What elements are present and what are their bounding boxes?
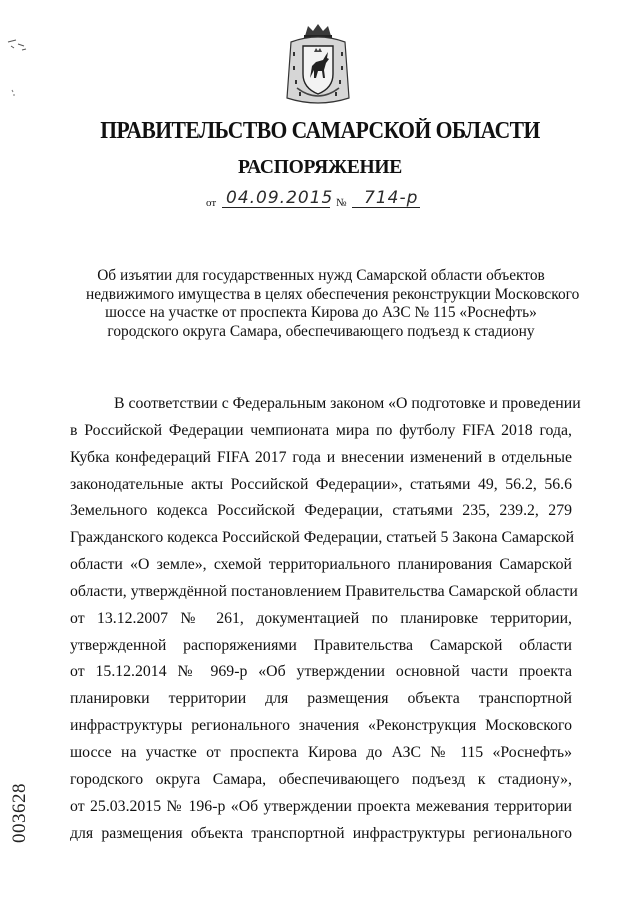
stamp-number-vertical [2,772,34,852]
scan-artifact-marks [2,34,32,104]
body-line: области, утверждённой постановлением Правительства Самарской области [70,582,578,600]
document-subject [86,267,580,342]
government-title: ПРАВИТЕЛЬСТВО САМАРСКОЙ ОБЛАСТИ [100,118,540,144]
body-line: Земельного кодекса Российской Федерации, статьями 235, 239.2, 279 [70,502,572,520]
number-prefix: № [336,197,347,209]
body-line: для размещения объекта транспортной инфраструктуры регионального [70,824,572,842]
body-line: Кубка конфедераций FIFA 2017 года и внесении изменений в отдельные [70,448,572,466]
handwritten-date: 04.09.2015 [226,188,334,208]
body-line: от 15.12.2014 № 969-р «Об утверждении основной части проекта [70,663,572,681]
body-line: утвержденной распоряжениями Правительства Самарской области [70,636,572,654]
subject-line: городского округа Самара, обеспечивающего подъезд к стадиону [107,323,535,341]
subject-line: Об изъятии для государственных нужд Самарской области объектов [97,267,545,284]
date-prefix: от [206,197,217,209]
body-line: от 25.03.2015 № 196-р «Об утверждении проекта межевания территории [70,797,572,815]
body-line: от 13.12.2007 № 261, документацией по планировке территории, [70,609,572,627]
body-line: планировки территории для размещения объекта транспортной [70,690,572,708]
document-type: РАСПОРЯЖЕНИЕ [238,157,402,178]
body-line: В соответствии с Федеральным законом «О подготовке и проведении [114,395,581,412]
samara-coat-of-arms-icon [283,22,353,106]
stamp-number: 003628 [9,783,30,843]
body-line: шоссе на участке от проспекта Кирова до АЗС № 115 «Роснефть» [70,743,572,761]
subject-line: недвижимого имущества в целях обеспечения реконструкции Московского [86,285,580,303]
body-line: инфраструктуры регионального значения «Реконструкция Московского [70,717,572,735]
subject-line: шоссе на участке от проспекта Кирова до АЗС № 115 «Роснефть» [105,304,537,322]
body-line: Гражданского кодекса Российской Федерации, статьей 5 Закона Самарской [70,529,575,547]
date-number-line [206,190,436,214]
document-body [70,391,581,847]
body-line: в Российской Федерации чемпионата мира по футболу FIFA 2018 года, [70,421,572,439]
body-line: области «О земле», схемой территориального планирования Самарской [70,556,572,574]
body-line: законодательные акты Российской Федерации», статьями 49, 56.2, 56.6 [70,475,572,493]
body-line: городского округа Самара, обеспечивающего подъезд к стадиону», [70,770,572,788]
handwritten-number: 714-р [364,188,419,208]
